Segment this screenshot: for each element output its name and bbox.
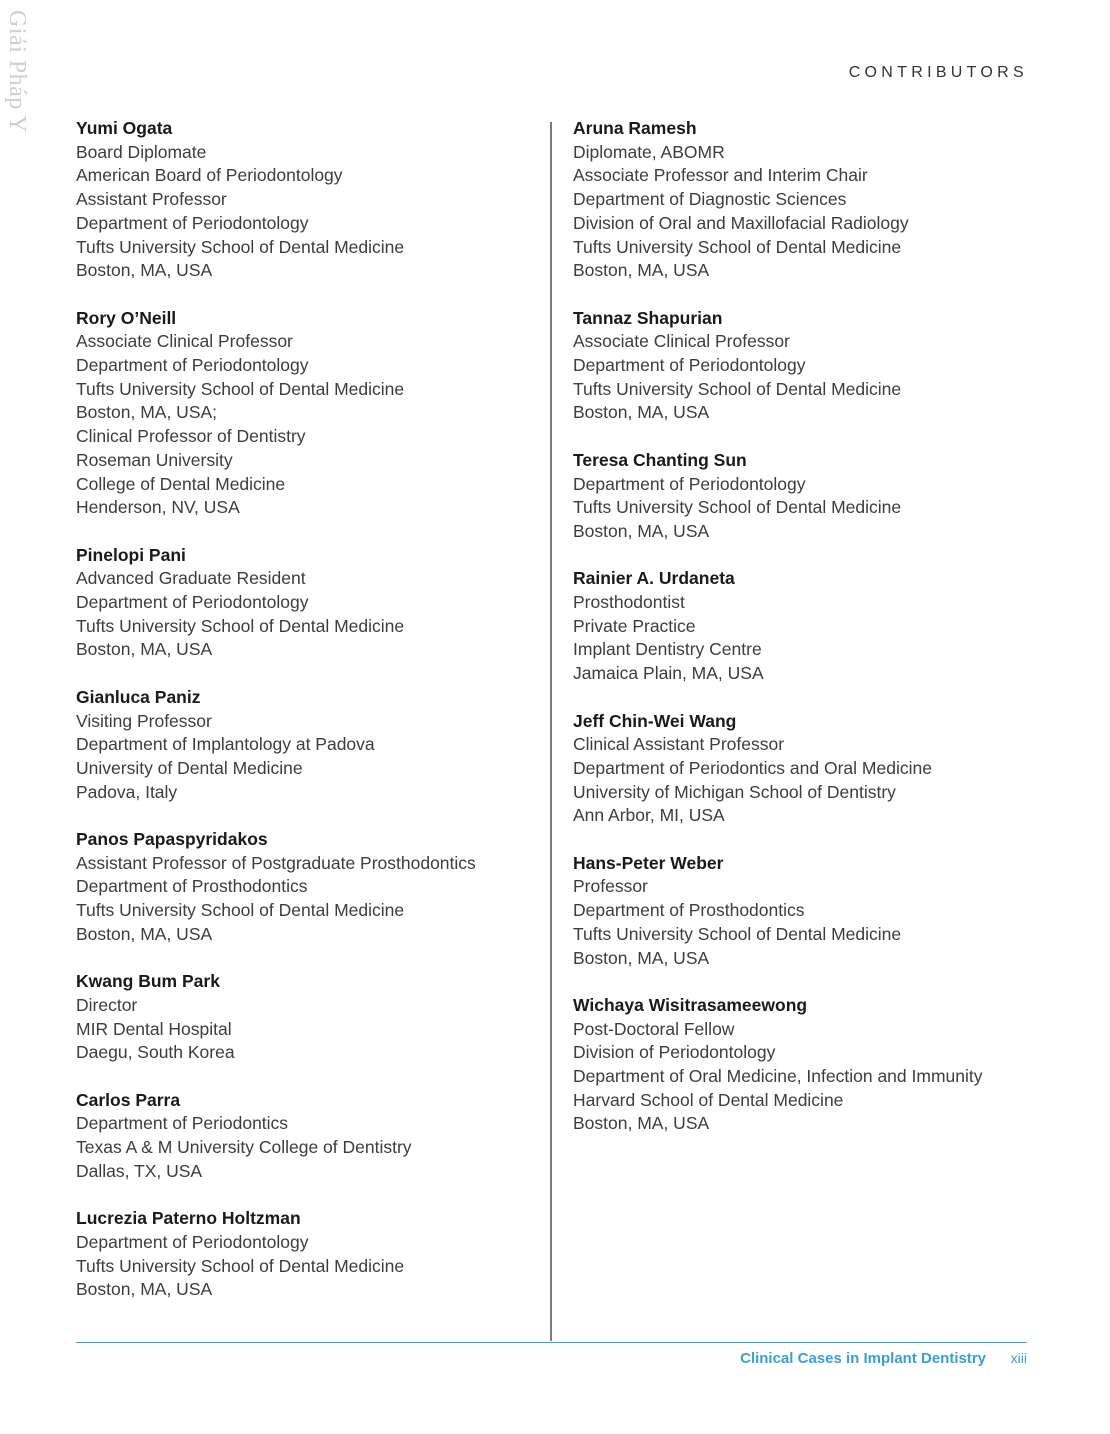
footer-rule xyxy=(76,1342,1027,1343)
contributor-affiliation-line: Department of Oral Medicine, Infection and Immunity xyxy=(573,1066,983,1087)
contributor-affiliation-line: Associate Professor and Interim Chair xyxy=(573,165,868,186)
contributor-affiliation-line: Division of Oral and Maxillofacial Radiology xyxy=(573,212,909,233)
watermark-text: Giải Pháp Y xyxy=(4,10,30,133)
contributor-affiliation-line: Department of Periodontology xyxy=(76,592,309,613)
contributor-affiliation-line: Department of Periodontics and Oral Medicine xyxy=(573,757,932,778)
contributor-affiliation-line: Board Diplomate xyxy=(76,141,207,162)
contributor-name: Teresa Chanting Sun xyxy=(573,449,747,470)
contributor-affiliation-line: Boston, MA, USA xyxy=(573,1113,710,1134)
contributor-affiliation-line: Boston, MA, USA xyxy=(76,639,213,660)
contributor-affiliation-line: Tufts University School of Dental Medicine xyxy=(573,497,902,518)
contributor-affiliation-line: University of Michigan School of Dentistry xyxy=(573,781,896,802)
contributor-name: Aruna Ramesh xyxy=(573,118,697,138)
contributor-affiliation-line: College of Dental Medicine xyxy=(76,473,286,494)
contributor-name: Rainier A. Urdaneta xyxy=(573,568,735,589)
page-number: xiii xyxy=(1010,1350,1027,1366)
contributor-entry xyxy=(573,449,1033,544)
contributor-affiliation-line: Tufts University School of Dental Medicine xyxy=(76,378,405,399)
contributor-affiliation-line: Boston, MA, USA xyxy=(573,402,710,423)
contributor-affiliation-line: University of Dental Medicine xyxy=(76,757,303,778)
contributor-entry xyxy=(573,567,1033,686)
contributor-entry xyxy=(76,828,536,947)
contributor-affiliation-line: Department of Prosthodontics xyxy=(76,876,308,897)
contributor-affiliation-line: Private Practice xyxy=(573,615,696,636)
contributor-affiliation-line: Visiting Professor xyxy=(76,710,212,731)
contributor-affiliation-line: Division of Periodontology xyxy=(573,1042,776,1063)
contributor-name: Kwang Bum Park xyxy=(76,971,220,992)
contributor-name: Pinelopi Pani xyxy=(76,544,186,565)
contributor-affiliation-line: Diplomate, ABOMR xyxy=(573,141,725,162)
contributor-entry xyxy=(76,544,536,663)
contributor-affiliation-line: Assistant Professor xyxy=(76,189,227,210)
contributor-affiliation-line: Roseman University xyxy=(76,449,233,470)
contributor-name: Gianluca Paniz xyxy=(76,686,201,707)
page-header: CONTRIBUTORS xyxy=(848,64,1028,81)
contributor-name: Tannaz Shapurian xyxy=(573,307,723,328)
contributor-affiliation-line: Daegu, South Korea xyxy=(76,1042,235,1063)
contributor-affiliation-line: Ann Arbor, MI, USA xyxy=(573,805,725,826)
contributor-affiliation-line: Department of Periodontology xyxy=(573,355,806,376)
contributor-affiliation-line: Department of Periodontics xyxy=(76,1113,289,1134)
contributor-affiliation-line: Department of Periodontology xyxy=(76,1231,309,1252)
contributor-affiliation-line: Professor xyxy=(573,876,648,897)
contributor-entry xyxy=(573,994,1033,1136)
contributor-name: Lucrezia Paterno Holtzman xyxy=(76,1208,301,1229)
footer-book-title: Clinical Cases in Implant Dentistry xyxy=(740,1350,986,1367)
contributor-name: Wichaya Wisitrasameewong xyxy=(573,994,808,1015)
contributor-affiliation-line: Padova, Italy xyxy=(76,781,178,802)
contributor-affiliation-line: Henderson, NV, USA xyxy=(76,497,240,518)
contributor-affiliation-line: Tufts University School of Dental Medicine xyxy=(76,900,405,921)
contributor-affiliation-line: Department of Prosthodontics xyxy=(573,900,805,921)
contributor-affiliation-line: Tufts University School of Dental Medicine xyxy=(76,1255,405,1276)
contributor-affiliation-line: Prosthodontist xyxy=(573,592,685,613)
contributor-name: Carlos Parra xyxy=(76,1089,181,1110)
contributor-affiliation-line: Department of Implantology at Padova xyxy=(76,734,375,755)
contributor-affiliation-line: Boston, MA, USA xyxy=(573,947,710,968)
contributor-affiliation-line: Boston, MA, USA xyxy=(76,260,213,281)
contributor-affiliation-line: Tufts University School of Dental Medicine xyxy=(573,236,902,257)
contributor-affiliation-line: Harvard School of Dental Medicine xyxy=(573,1089,844,1110)
contributor-affiliation-line: Director xyxy=(76,994,138,1015)
contributor-affiliation-line: Jamaica Plain, MA, USA xyxy=(573,663,764,684)
contributor-affiliation-line: Boston, MA, USA; xyxy=(76,402,218,423)
contributor-affiliation-line: Clinical Professor of Dentistry xyxy=(76,426,306,447)
contributor-entry xyxy=(76,686,536,805)
contributor-affiliation-line: Boston, MA, USA xyxy=(76,1279,213,1300)
contributor-affiliation-line: Assistant Professor of Postgraduate Prosthodontics xyxy=(76,852,476,873)
contributor-affiliation-line: Department of Periodontology xyxy=(76,212,309,233)
contributor-affiliation-line: Boston, MA, USA xyxy=(76,923,213,944)
column-divider xyxy=(550,122,552,1341)
contributor-affiliation-line: Post-Doctoral Fellow xyxy=(573,1018,735,1039)
contributor-name: Hans-Peter Weber xyxy=(573,852,724,873)
contributor-entry xyxy=(573,710,1033,829)
contributor-affiliation-line: Tufts University School of Dental Medicine xyxy=(573,923,902,944)
contributor-entry xyxy=(573,852,1033,971)
contributor-affiliation-line: Tufts University School of Dental Medicine xyxy=(76,615,405,636)
contributor-entry xyxy=(76,970,536,1065)
contributor-affiliation-line: Texas A & M University College of Dentistry xyxy=(76,1137,412,1158)
contributor-affiliation-line: Associate Clinical Professor xyxy=(573,331,790,352)
contributor-affiliation-line: Department of Diagnostic Sciences xyxy=(573,189,847,210)
contributor-affiliation-line: Tufts University School of Dental Medicine xyxy=(573,378,902,399)
contributors-column-left xyxy=(76,117,536,1326)
contributor-affiliation-line: Department of Periodontology xyxy=(573,473,806,494)
contributor-affiliation-line: Clinical Assistant Professor xyxy=(573,734,785,755)
contributor-name: Rory O’Neill xyxy=(76,307,177,328)
contributor-affiliation-line: MIR Dental Hospital xyxy=(76,1018,232,1039)
contributor-affiliation-line: Boston, MA, USA xyxy=(573,520,710,541)
contributor-affiliation-line: Boston, MA, USA xyxy=(573,260,710,281)
contributor-affiliation-line: Implant Dentistry Centre xyxy=(573,639,762,660)
contributor-entry xyxy=(76,117,536,283)
contributor-entry xyxy=(76,1207,536,1302)
contributor-affiliation-line: Tufts University School of Dental Medicine xyxy=(76,236,405,257)
contributor-affiliation-line: Advanced Graduate Resident xyxy=(76,568,306,589)
contributors-column-right xyxy=(573,117,1033,1160)
contributor-affiliation-line: Department of Periodontology xyxy=(76,355,309,376)
contributor-entry xyxy=(76,307,536,520)
contributor-affiliation-line: Associate Clinical Professor xyxy=(76,331,293,352)
contributor-entry xyxy=(573,117,1033,283)
contributor-affiliation-line: American Board of Periodontology xyxy=(76,165,343,186)
contributor-affiliation-line: Dallas, TX, USA xyxy=(76,1160,203,1181)
contributor-name: Yumi Ogata xyxy=(76,118,173,138)
contributor-name: Jeff Chin-Wei Wang xyxy=(573,710,737,731)
contributor-entry xyxy=(573,307,1033,426)
contributor-entry xyxy=(76,1089,536,1184)
contributor-name: Panos Papaspyridakos xyxy=(76,829,268,850)
